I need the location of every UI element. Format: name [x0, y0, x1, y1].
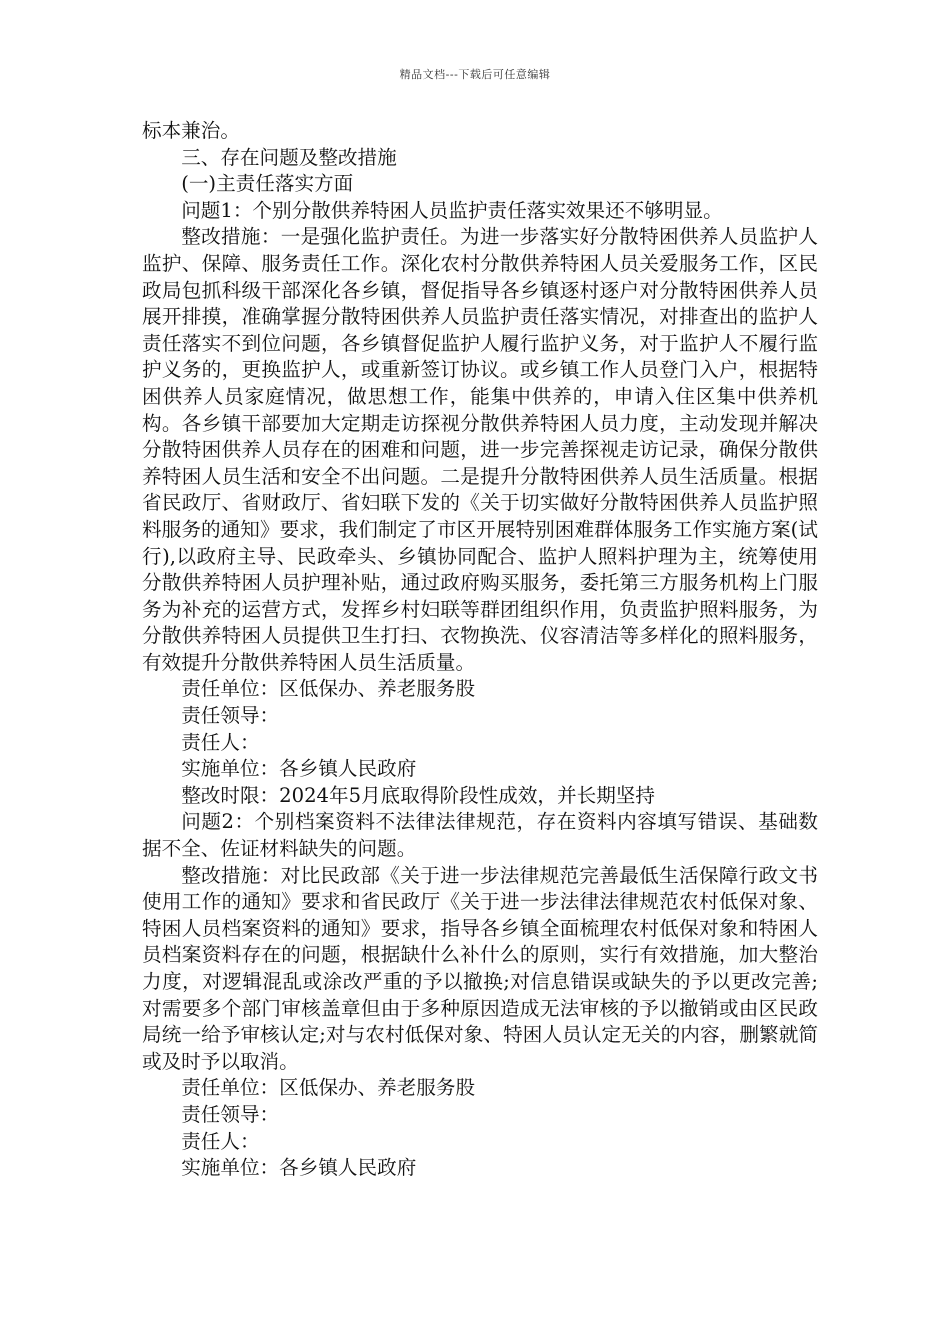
implementing-unit-1: 实施单位：各乡镇人民政府	[181, 757, 417, 781]
page-header: 精品文档---下载后可任意编辑	[399, 68, 551, 81]
document-body	[142, 118, 818, 1182]
responsible-person-2: 责任人：	[181, 1129, 260, 1153]
problem-2: 问题2：个别档案资料不法律法律规范，存在资料内容填写错误、基础数据不全、佐证材料缺失的问题。	[142, 810, 818, 861]
responsible-unit-1: 责任单位：区低保办、养老服务股	[181, 677, 476, 701]
deadline-1: 整改时限：2024年5月底取得阶段性成效，并长期坚持	[181, 783, 655, 807]
responsible-unit-2: 责任单位：区低保办、养老服务股	[181, 1076, 476, 1100]
problem-1: 问题1：个别分散供养特困人员监护责任落实效果还不够明显。	[181, 198, 723, 222]
responsible-leader-2: 责任领导：	[181, 1102, 280, 1126]
responsible-leader-1: 责任领导：	[181, 704, 280, 728]
subsection-heading: (一)主责任落实方面	[181, 172, 354, 196]
section-heading: 三、存在问题及整改措施	[181, 145, 397, 169]
paragraph: 标本兼治。	[142, 119, 240, 142]
measures-2: 整改措施：对比民政部《关于进一步法律规范完善最低生活保障行政文书使用工作的通知》要求和省民政厅《关于进一步法律法律规范农村低保对象、特困人员档案资料的通知》要求，指导各乡镇全面梳理农村低保对象和特困人员档案资料存在的问题，根据缺什么补什么的原则，实行有效措施，加大整治力度，对逻辑混乱或涂改严重的予以撤换;对信息错误或缺失的予以更改完善;对需要多个部门审核盖章但由于多种原因造成无法审核的予以撤销或由区民政局统一给予审核认定;对与农村低保对象、特困人员认定无关的内容，删繁就简或及时予以取消。	[142, 863, 818, 1073]
measures-1: 整改措施：一是强化监护责任。为进一步落实好分散特困供养人员监护人监护、保障、服务责任工作。深化农村分散供养特困人员关爱服务工作，区民政局包抓科级干部深化各乡镇，督促指导各乡镇逐村逐户对分散特困供养人员展开排摸，准确掌握分散特困供养人员监护责任落实情况，对排查出的监护人责任落实不到位问题，各乡镇督促监护人履行监护义务，对于监护人不履行监护义务的，更换监护人，或重新签订协议。或乡镇工作人员登门入户，根据特困供养人员家庭情况，做思想工作，能集中供养的，申请入住区集中供养机构。各乡镇干部要加大定期走访探视分散供养特困人员力度，主动发现并解决分散特困供养人员存在的困难和问题，进一步完善探视走访记录，确保分散供养特困人员生活和安全不出问题。二是提升分散特困供养人员生活质量。根据省民政厅、省财政厅、省妇联下发的《关于切实做好分散特困供养人员监护照料服务的通知》要求，我们制定了市区开展特别困难群体服务工作实施方案(试行),以政府主导、民政牵头、乡镇协同配合、监护人照料护理为主，统筹使用分散供养特困人员护理补贴，通过政府购买服务，委托第三方服务机构上门服务为补充的运营方式，发挥乡村妇联等群团组织作用，负责监护照料服务，为分散供养特困人员提供卫生打扫、衣物换洗、仪容清洁等多样化的照料服务，有效提升分散供养特困人员生活质量。	[142, 225, 818, 674]
responsible-person-1: 责任人：	[181, 730, 260, 754]
implementing-unit-2: 实施单位：各乡镇人民政府	[181, 1156, 417, 1180]
